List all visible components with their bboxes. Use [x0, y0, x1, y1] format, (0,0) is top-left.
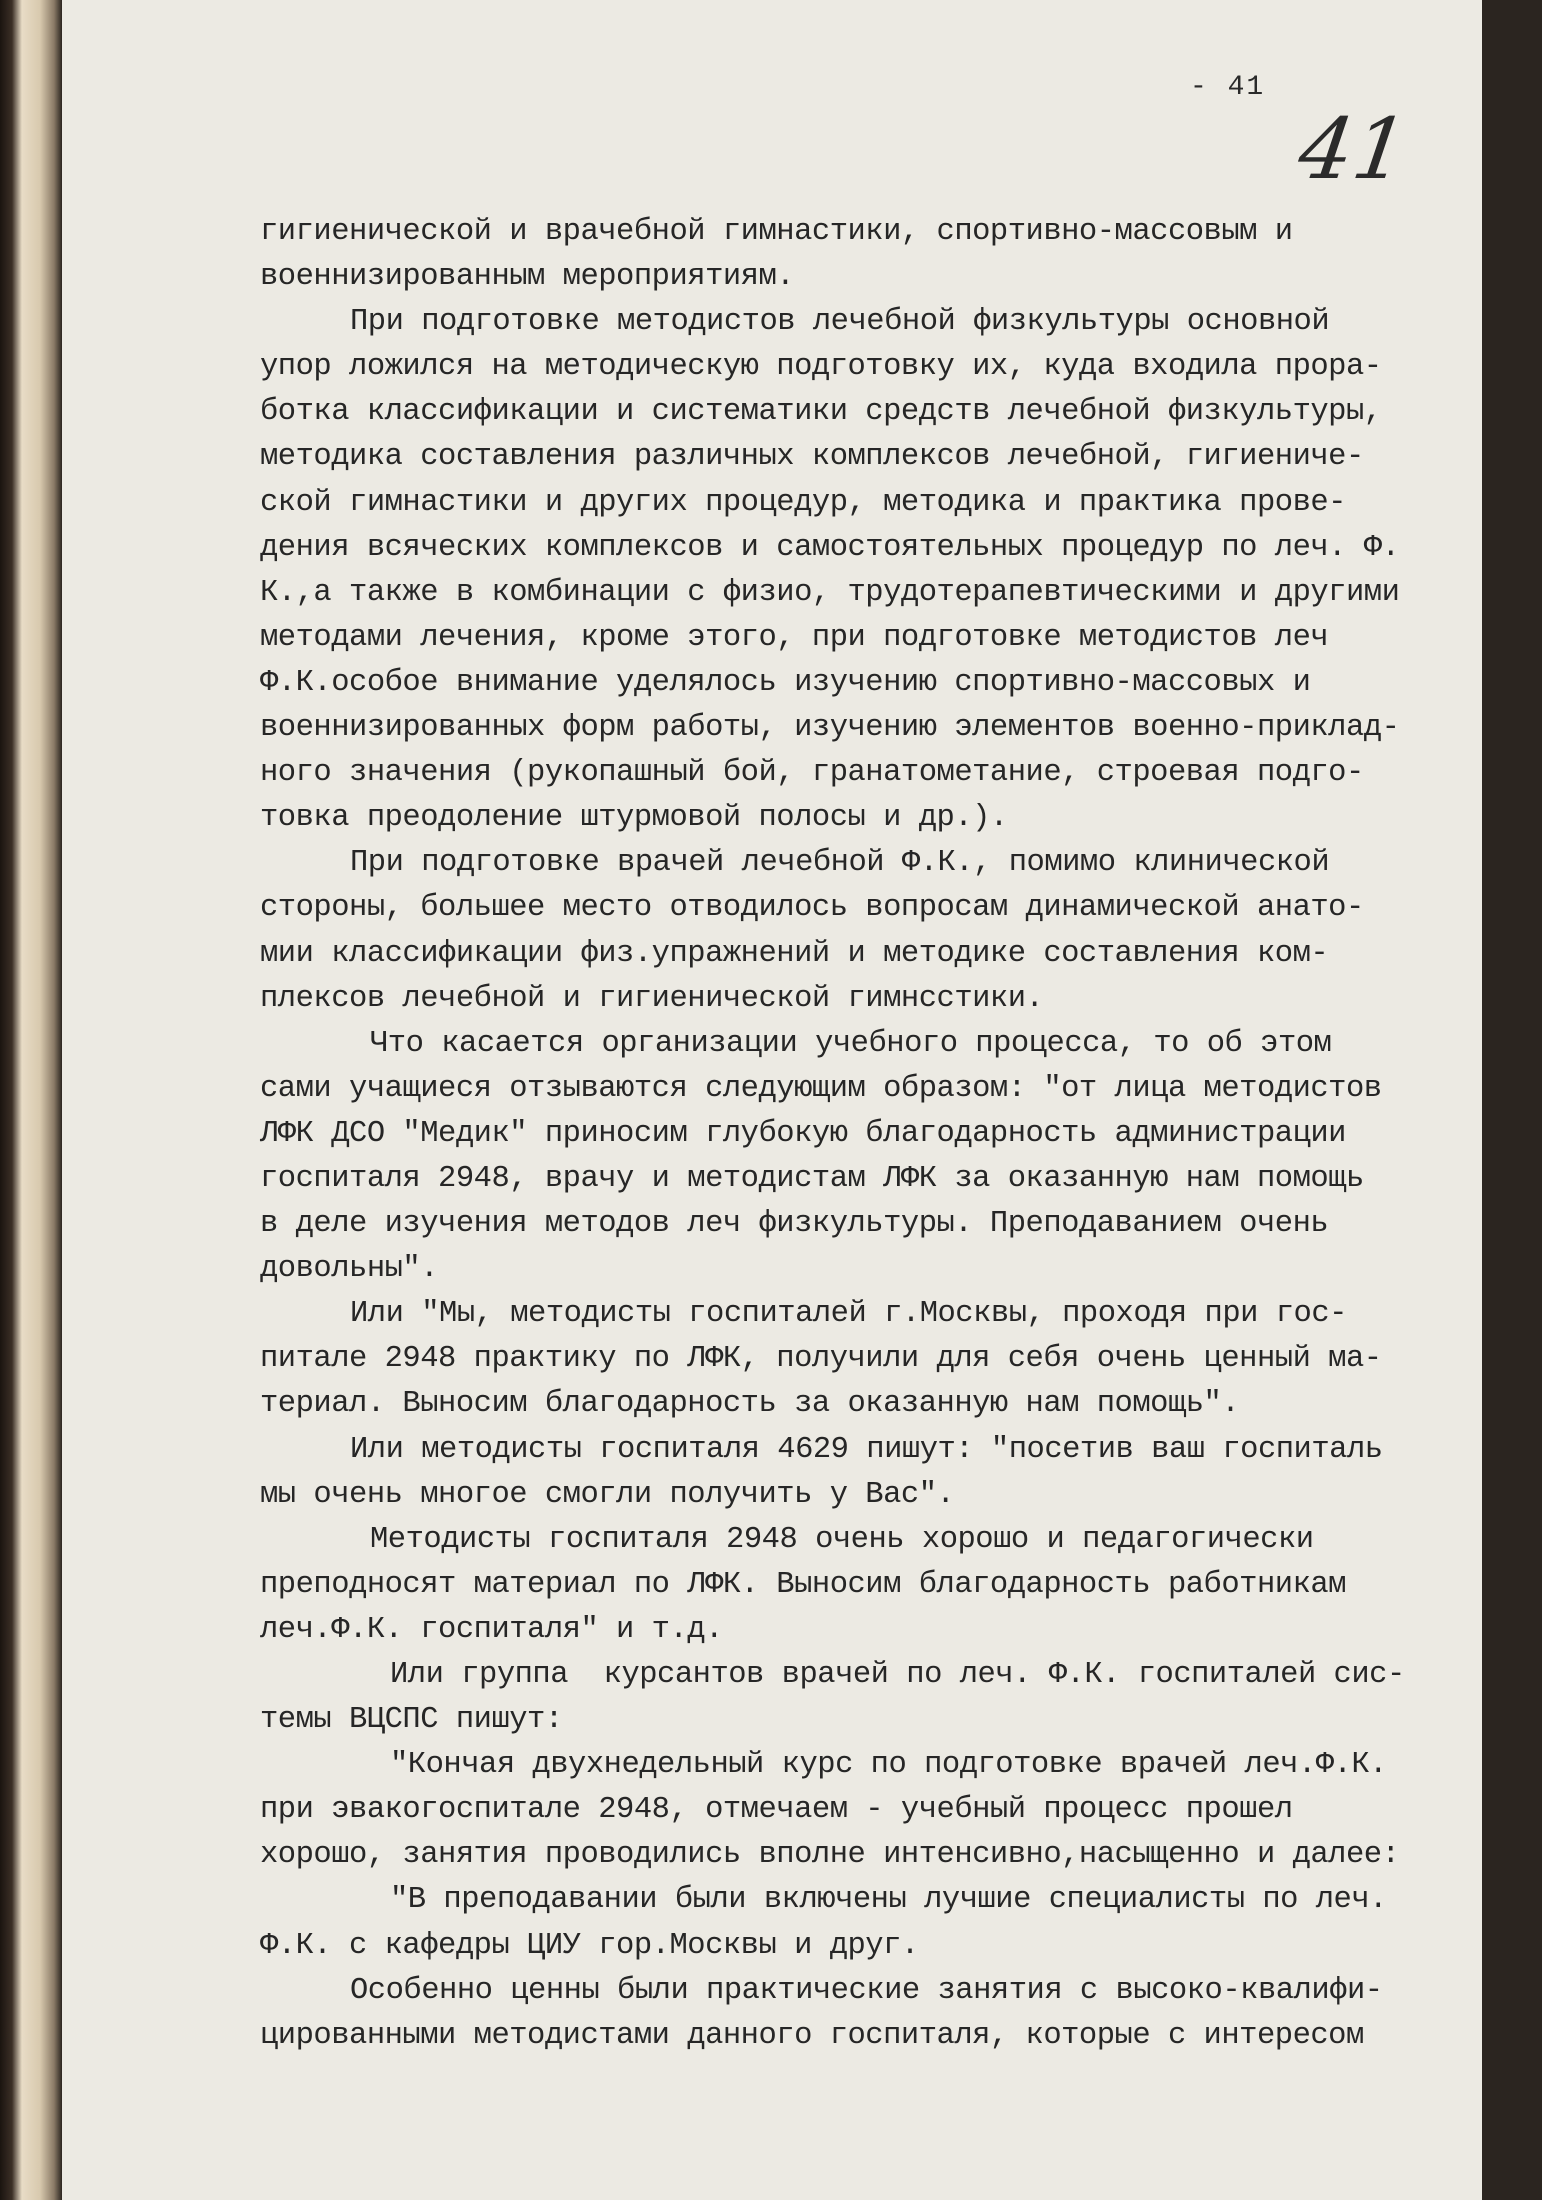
text-line: хорошо, занятия проводились вполне интенсивно,насыщенно и далее:	[260, 1838, 1400, 1873]
text-line: Ф.К.особое внимание уделялось изучению спортивно-массовых и	[260, 665, 1311, 700]
text-line: леч.Ф.К. госпиталя" и т.д.	[260, 1612, 723, 1647]
text-line: При подготовке врачей лечебной Ф.К., помимо клинической	[350, 846, 1330, 881]
text-line: териал. Выносим благодарность за оказанную нам помощь".	[260, 1387, 1240, 1422]
text-line: Или "Мы, методисты госпиталей г.Москвы, проходя при гос-	[350, 1297, 1347, 1332]
text-line: К.,а также в комбинации с физио, трудотерапевтическими и другими	[260, 575, 1400, 610]
text-line: госпиталя 2948, врачу и методистам ЛФК за оказанную нам помощь	[260, 1161, 1364, 1196]
text-line: "Кончая двухнедельный курс по подготовке врачей леч.Ф.К.	[390, 1748, 1387, 1783]
book-spine	[0, 0, 62, 2200]
text-line: стороны, большее место отводилось вопросам динамической анато-	[260, 891, 1364, 926]
text-line: Или методисты госпиталя 4629 пишут: "посетив ваш госпиталь	[350, 1432, 1383, 1467]
text-line: гигиенической и врачебной гимнастики, спортивно-массовым и	[260, 215, 1293, 249]
text-line: Методисты госпиталя 2948 очень хорошо и педагогически	[370, 1522, 1314, 1557]
text-line: Особенно ценны были практические занятия с высоко-квалифи-	[350, 1973, 1383, 2008]
text-line: ного значения (рукопашный бой, гранатометание, строевая подго-	[260, 756, 1364, 791]
handwritten-page-number: 41	[1293, 100, 1414, 198]
text-line: методами лечения, кроме этого, при подготовке методистов леч	[260, 620, 1329, 655]
text-line: при эвакогоспитале 2948, отмечаем - учебный процесс прошел	[260, 1793, 1293, 1828]
text-line: ЛФК ДСО "Медик" приносим глубокую благодарность администрации	[260, 1116, 1346, 1151]
text-line: сами учащиеся отзываются следующим образом: "от лица методистов	[260, 1071, 1382, 1106]
typewritten-body	[260, 210, 1470, 2059]
text-line: "В преподавании были включены лучшие специалисты по леч.	[390, 1883, 1387, 1918]
text-line: ской гимнастики и других процедур, методика и практика прове-	[260, 485, 1346, 520]
text-line: мы очень многое смогли получить у Вас".	[260, 1477, 955, 1512]
text-line: в деле изучения методов леч физкультуры. Преподаванием очень	[260, 1207, 1329, 1242]
text-line: ботка классификации и систематики средств лечебной физкультуры,	[260, 395, 1382, 430]
text-line: мии классификации физ.упражнений и методике составления ком-	[260, 936, 1329, 971]
text-line: Ф.К. с кафедры ЦИУ гор.Москвы и друг.	[260, 1928, 919, 1963]
text-line: товка преодоление штурмовой полосы и др.).	[260, 801, 1008, 836]
text-line: питале 2948 практику по ЛФК, получили для себя очень ценный ма-	[260, 1342, 1382, 1377]
text-line: упор ложился на методическую подготовку их, куда входила прора-	[260, 350, 1382, 385]
text-line: довольны".	[260, 1252, 439, 1287]
text-line: военнизированных форм работы, изучению элементов военно-приклад-	[260, 711, 1400, 746]
text-line: методика составления различных комплексов лечебной, гигиениче-	[260, 440, 1364, 475]
text-line: дения всяческих комплексов и самостоятельных процедур по леч. Ф.	[260, 530, 1400, 565]
text-line: Или группа курсантов врачей по леч. Ф.К. госпиталей сис-	[390, 1658, 1405, 1692]
text-line: преподносят материал по ЛФК. Выносим благодарность работникам	[260, 1567, 1346, 1602]
text-line: При подготовке методистов лечебной физкультуры основной	[350, 305, 1330, 340]
text-line: темы ВЦСПС пишут:	[260, 1703, 563, 1738]
text-line: военнизированным мероприятиям.	[260, 260, 795, 295]
text-line: Что касается организации учебного процесса, то об этом	[370, 1026, 1332, 1061]
text-line: цированными методистами данного госпиталя, которые с интересом	[260, 2018, 1364, 2053]
text-line: плексов лечебной и гигиенической гимнсстики.	[260, 981, 1044, 1016]
page-number: - 41	[1190, 72, 1266, 103]
